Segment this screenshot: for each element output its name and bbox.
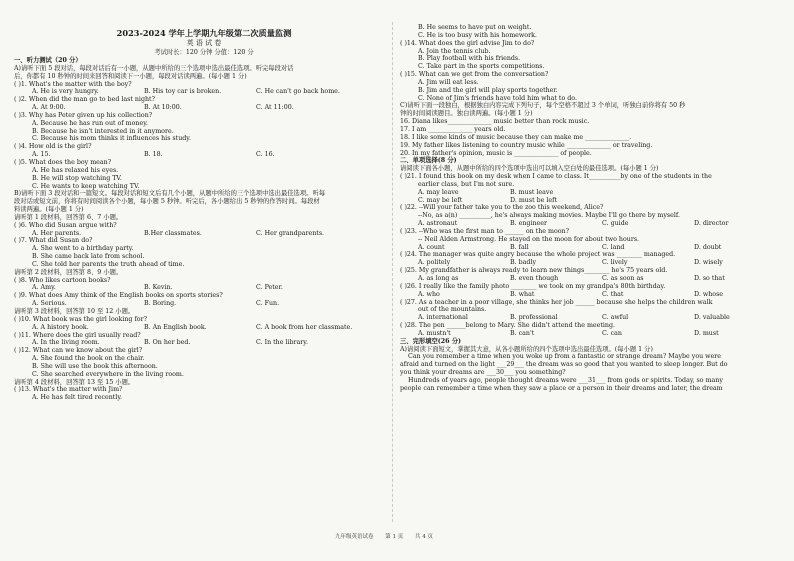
answer-options-row	[14, 339, 394, 347]
footer-total-pages: 共 4 页	[415, 534, 434, 540]
text-line: B)请听下面 3 段对话和一篇短文。每段对话和短文后有几个小题，从题中所给的三个选项中选出最佳选项。听每	[14, 190, 326, 198]
text-line: B. He will stop watching TV.	[32, 174, 122, 182]
text-line: 请听第 3 段材料，回答第 10 至 12 小题。	[14, 308, 135, 315]
answer-option: B. even though	[510, 275, 559, 282]
text-line: C. Take part in the sports competitions.	[418, 63, 545, 71]
answer-option: C. land	[602, 243, 625, 251]
answer-option: D. director	[694, 220, 729, 228]
text-line: ( )3. Why has Peter given up his collection?	[14, 111, 153, 119]
text-line: 请听第 4 段材料，回答第 13 至 15 小题。	[14, 378, 135, 386]
text-line: B. Jim and the girl will play sports together.	[418, 86, 558, 94]
answer-option: A. In the living room.	[32, 339, 100, 347]
text-line: C. He is too busy with his homework.	[418, 31, 537, 39]
answer-option: D. whose	[694, 290, 724, 298]
answer-options-row	[400, 330, 780, 338]
text-line: B. She will use the book this afternoon.	[32, 362, 158, 370]
text-line: B. She came back late from school.	[32, 253, 145, 261]
footer-exam-name: 九年级英语试卷	[335, 534, 374, 540]
answer-option: C. lively	[602, 259, 628, 267]
text-line: A. He has felt tired recently.	[32, 394, 123, 402]
answer-options-row	[400, 244, 780, 252]
answer-option: A. A history book.	[32, 323, 89, 331]
answer-option: B. what	[510, 290, 535, 298]
section-heading: 二、单项选择(8 分)	[400, 157, 457, 165]
text-line: 18. I like some kinds of music because they can make me ______________.	[400, 133, 632, 141]
answer-options-row	[400, 275, 780, 283]
answer-option: B. An English book.	[144, 323, 207, 331]
text-line: ( )7. What did Susan do?	[14, 237, 93, 245]
answer-option: B. professional	[510, 314, 558, 322]
answer-options-row	[14, 151, 394, 159]
answer-options-row	[400, 189, 780, 197]
text-line: C. She told her parents the truth ahead of time.	[32, 260, 185, 268]
text-line: ( )26. I really like the family photo ________ we took on my grandpa's 80th birthday.	[400, 282, 666, 290]
text-line: ( )13. What's the matter with Jim?	[14, 386, 123, 394]
footer-page-number: 第 1 页	[385, 534, 404, 540]
text-line: B. Play football with his friends.	[418, 55, 521, 63]
text-line: ( )12. What can we know about the girl?	[14, 347, 143, 355]
text-line: ( )4. How old is the girl?	[14, 143, 92, 151]
text-line: 后，你都有 10 秒钟的时间来回答和阅读下一小题，每段对话读两遍。(每小题 1 分)	[14, 72, 247, 80]
text-line: B. Because he isn't interested in it anymore.	[32, 127, 174, 135]
answer-option: C. guide	[602, 220, 629, 228]
answer-option: C. as soon as	[602, 275, 644, 282]
text-line: A. Join the tennis club.	[418, 47, 491, 55]
answer-options-row	[14, 300, 394, 308]
text-line: 20. In my father's opinion, music is ______________ of people.	[400, 149, 592, 157]
text-line: 请阅读下面各小题，从题中所给的四个选项中选出可以填入空白处的最佳选项。(每小题 1 分)	[400, 165, 659, 173]
answer-option: B. On her bed.	[144, 339, 191, 347]
exam-meta: 考试时长：120 分钟 分值：120 分	[154, 49, 254, 56]
text-line: ( )2. When did the man go to bed last night?	[14, 96, 155, 104]
answer-option: A. as long as	[418, 275, 459, 282]
text-line: ( )24. The manager was quite angry because the whole project was ________ managed.	[400, 251, 676, 259]
text-line: ( )23. --Who was the first man to ______ on the moon?	[400, 227, 569, 235]
answer-option: A. count	[418, 243, 445, 251]
answer-option: C. Peter.	[256, 284, 283, 292]
answer-options-row	[14, 284, 394, 292]
answer-options-row	[14, 230, 394, 238]
text-line: C. None of Jim's friends have told him what to do.	[418, 94, 577, 102]
text-line: 段对话或短文前，你将有时间阅读各个小题，每小题 5 秒钟。听完后，各小题给出 5 秒钟的作答时间。每段材	[14, 198, 320, 206]
answer-option: A. politely	[418, 259, 451, 267]
text-line: A)请听下面 5 段对话，每段对话后有一小题，从题中所给的三个选项中选出最佳选项。听完每段对话	[14, 64, 294, 72]
answer-option: B. His toy car is broken.	[144, 88, 222, 96]
text-line: ( )5. What does the boy mean?	[14, 158, 112, 166]
text-line: 钟的时间阅读题目。独白读两遍。(每小题 1 分)	[400, 110, 533, 118]
text-line: Hundreds of years ago, people thought dreams were ___31___ from gods or spirits. Today, so many	[408, 376, 723, 384]
text-line: ( )21. I found this book on my desk when I came to class. It__________by one of the students in the	[400, 173, 712, 181]
text-line: A. He has relaxed his eyes.	[32, 166, 119, 174]
answer-option: B. badly	[510, 259, 537, 267]
answer-option: A. mustn't	[418, 329, 451, 337]
left-question-list	[14, 57, 394, 402]
text-line: A. Because he has run out of money.	[32, 119, 148, 127]
text-line: 19. My father likes listening to country music while ______________ or traveling.	[400, 141, 653, 149]
answer-option: B. engineer	[510, 220, 547, 228]
answer-option: C. He can't go back home.	[256, 88, 340, 96]
answer-options-row	[400, 220, 780, 228]
answer-options-row	[400, 259, 780, 267]
text-line: out of the mountains.	[418, 306, 487, 314]
text-line: 料读两遍。(每小题 1 分)	[14, 206, 84, 214]
text-line: --No, as a(n) __________, he's always making movies. Maybe I'll go there by myself.	[418, 212, 680, 220]
answer-option: D. valuable	[694, 314, 730, 322]
section-heading: 三、完形填空(26 分)	[400, 337, 461, 345]
text-line: ( )27. As a teacher in a poor village, she thinks her job ______ because she helps the children walk	[400, 298, 713, 306]
text-line: A. Jim will eat less.	[418, 78, 479, 86]
right-column	[400, 0, 780, 561]
text-line: ( )15. What can we get from the conversation?	[400, 71, 549, 79]
text-line: Can you remember a time when you woke up from a fantastic or strange dream? Maybe you were	[408, 353, 722, 361]
answer-option: C. may be left	[418, 196, 463, 204]
left-column	[14, 0, 394, 561]
text-line: ( )14. What does the girl advise Jim to do?	[400, 39, 535, 47]
text-line: C. He wants to keep watching TV.	[32, 182, 140, 190]
text-line: B. He seems to have put on weight.	[418, 24, 532, 31]
answer-option: A. Her parents.	[32, 229, 82, 237]
text-line: ( )9. What does Amy think of the English books on sports stories?	[14, 292, 223, 300]
answer-option: D. doubt	[694, 243, 722, 251]
text-line: C)请听下面一段独白，根据独白内容完成下列句子，每个空格不超过 3 个单词，听独白前你将有 50 秒	[400, 102, 686, 110]
answer-options-row	[14, 324, 394, 332]
page-footer	[335, 532, 443, 540]
answer-option: B. must leave	[510, 188, 554, 196]
answer-option: C. In the library.	[256, 339, 309, 347]
text-line: 请听第 1 段材料，回答第 6、7 小题。	[14, 213, 123, 221]
text-line: ( )1. What's the matter with the boy?	[14, 80, 132, 88]
text-line: earlier class, but I'm not sure.	[418, 180, 515, 188]
exam-title: 2023-2024 学年上学期九年级第二次质量监测	[116, 28, 292, 38]
answer-option: A. may leave	[418, 188, 459, 196]
answer-option: A. international	[418, 314, 468, 322]
answer-option: C. A book from her classmate.	[256, 323, 353, 331]
text-line: 16. Diana likes______________ music better than rock music.	[400, 118, 590, 126]
answer-option: C. that	[602, 290, 624, 298]
text-line: ( )28. The pen ______belong to Mary. She didn't attend the meeting.	[400, 322, 616, 330]
text-line: 17. I am ______________ years old.	[400, 125, 506, 133]
answer-option: C. 16.	[256, 151, 275, 159]
exam-subject: 英 语 试 卷	[186, 39, 222, 47]
column-divider	[392, 22, 393, 522]
answer-option: B. fall	[510, 243, 529, 251]
answer-option: A. Amy.	[32, 284, 56, 292]
text-line: ( )8. Who likes cartoon books?	[14, 276, 111, 284]
text-line: afraid and turned on the light ___29___ the dream was so good that you wanted to sleep longer. But do	[400, 361, 728, 369]
text-line: ( )25. My grandfather is always ready to learn new things________ he's 75 years old.	[400, 267, 668, 275]
answer-option: B. 18.	[144, 151, 163, 159]
text-line: A)请阅读下面短文，掌握其大意，从各小题所给的四个选项中选出最佳选项。(每小题 1 分)	[400, 345, 653, 353]
answer-options-row	[14, 104, 394, 112]
answer-option: D. so that	[694, 275, 725, 282]
text-line: C. She searched everywhere in the living room.	[32, 370, 184, 378]
text-line: -- Neil Alden Armstrong. He stayed on the moon for about two hours.	[418, 235, 640, 243]
answer-option: B. Boring.	[144, 300, 177, 308]
answer-option: D. must	[694, 329, 719, 337]
answer-option: D. must be left	[510, 196, 557, 204]
text-line: ( )11. Where does the girl usually read?	[14, 331, 141, 339]
answer-option: A. who	[418, 290, 440, 298]
text-line: 请听第 2 段材料，回答第 8、9 小题。	[14, 268, 123, 276]
answer-option: A. Serious.	[32, 300, 67, 308]
answer-option: C. At 11:00.	[256, 104, 294, 112]
answer-option: B. can't	[510, 329, 535, 337]
answer-option: A. astronaut	[418, 220, 458, 228]
text-line: ( )22. --Will your father take you to the zoo this weekend, Alice?	[400, 204, 604, 212]
text-line: C. Because his mom thinks it influences his study.	[32, 135, 191, 143]
answer-option: A. 15.	[32, 151, 51, 159]
text-line: ( )10. What book was the girl looking for?	[14, 315, 147, 323]
answer-options-row	[400, 197, 780, 205]
answer-option: C. can	[602, 329, 622, 337]
section-heading: 一、听力测试（20 分）	[14, 57, 82, 64]
answer-option: C. awful	[602, 314, 629, 322]
right-question-list	[400, 24, 780, 393]
answer-options-row	[400, 314, 780, 322]
answer-option: A. He is very hungry.	[32, 88, 99, 96]
answer-option: B.Her classmates.	[144, 229, 202, 237]
text-line: people can remember a time when they saw a place or a person in their dreams and later, the dream	[400, 384, 723, 392]
text-line: ( )6. Who did Susan argue with?	[14, 221, 117, 229]
answer-option: C. Fun.	[256, 300, 280, 308]
answer-option: B. At 10:00.	[144, 104, 182, 112]
text-line: you think your dreams are ___30___ you something?	[400, 369, 566, 377]
answer-options-row	[400, 291, 780, 299]
text-line: A. She went to a birthday party.	[32, 245, 134, 253]
answer-option: B. Kevin.	[144, 284, 173, 292]
text-line: A. She found the book on the chair.	[32, 355, 145, 363]
answer-options-row	[14, 88, 394, 96]
answer-option: A. At 9:00.	[32, 104, 66, 112]
answer-option: C. Her grandparents.	[256, 229, 325, 237]
answer-option: D. wisely	[694, 259, 723, 267]
